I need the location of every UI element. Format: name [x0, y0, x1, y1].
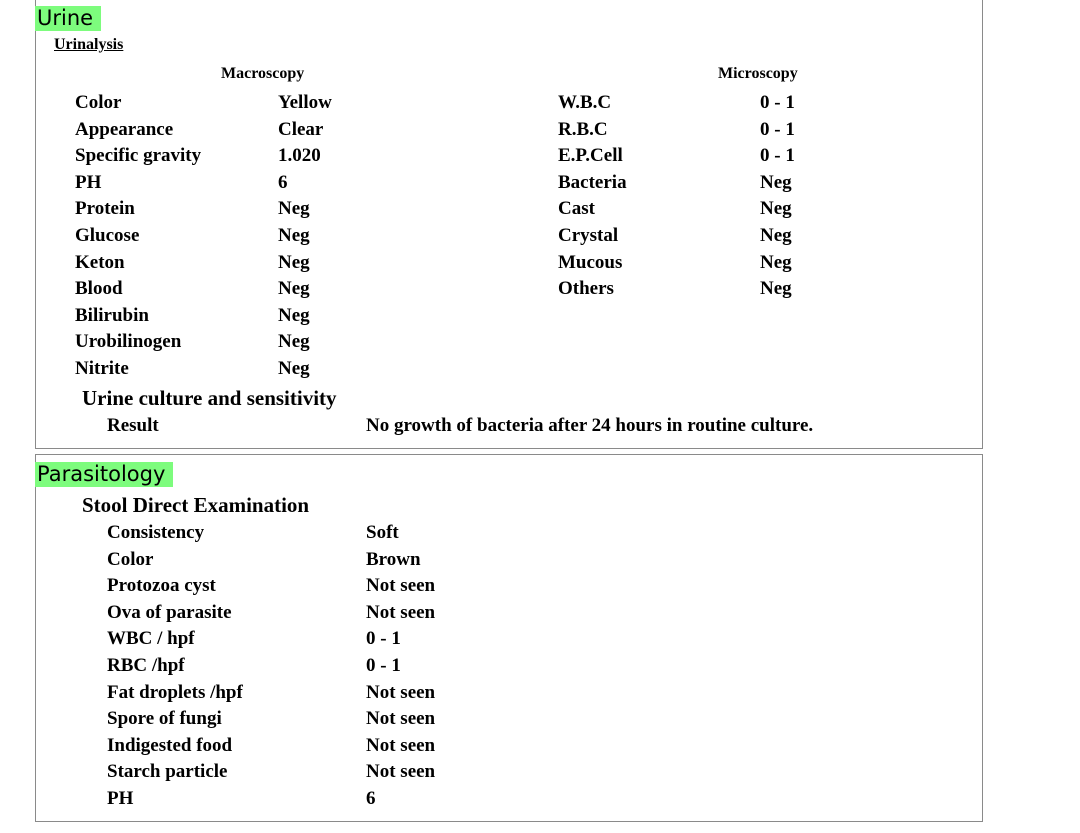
- stool-exam-row-label: Indigested food: [107, 734, 233, 756]
- microscopy-row-value: 0 - 1: [760, 92, 795, 113]
- stool-exam-row-value: 6: [366, 788, 376, 809]
- microscopy-row-value: 0 - 1: [760, 145, 795, 167]
- microscopy-row-value: Neg: [760, 251, 792, 273]
- stool-exam-subtitle: Stool Direct Examination: [82, 493, 310, 517]
- macroscopy-row-value: Clear: [278, 118, 324, 140]
- stool-exam-row-value: Not seen: [366, 708, 436, 730]
- macroscopy-row-value: Neg: [278, 331, 310, 353]
- macroscopy-row-value: Neg: [278, 358, 310, 379]
- macroscopy-row-value: Neg: [278, 198, 310, 220]
- culture-result-label: Result: [107, 415, 159, 436]
- macroscopy-row-value: 6: [278, 171, 288, 193]
- stool-exam-row-label: Color: [107, 548, 154, 570]
- macroscopy-row-label: Blood: [75, 278, 123, 300]
- stool-exam-row-label: RBC /hpf: [107, 655, 185, 676]
- culture-result-value: No growth of bacteria after 24 hours in routine culture.: [366, 415, 814, 436]
- microscopy-row-label: Mucous: [558, 251, 623, 273]
- stool-exam-row-label: PH: [107, 788, 134, 809]
- urine-section: [35, 0, 983, 449]
- macroscopy-row-label: Specific gravity: [75, 145, 202, 167]
- microscopy-row-value: Neg: [760, 171, 792, 193]
- stool-exam-row-label: Fat droplets /hpf: [107, 681, 243, 703]
- urine-culture-title: Urine culture and sensitivity: [82, 386, 337, 410]
- macroscopy-row-label: Protein: [75, 198, 135, 220]
- macroscopy-row-value: Neg: [278, 304, 310, 326]
- stool-exam-row-value: Soft: [366, 522, 399, 543]
- stool-exam-row-value: 0 - 1: [366, 655, 401, 676]
- microscopy-header: Microscopy: [718, 65, 798, 82]
- macroscopy-row-label: Nitrite: [75, 358, 129, 379]
- microscopy-row-value: 0 - 1: [760, 118, 795, 140]
- stool-exam-row-value: Brown: [366, 548, 421, 570]
- macroscopy-row-value: Neg: [278, 251, 310, 273]
- microscopy-row-value: Neg: [760, 198, 792, 220]
- microscopy-row-label: E.P.Cell: [558, 145, 623, 167]
- stool-exam-row-label: Consistency: [107, 522, 205, 543]
- microscopy-row-label: R.B.C: [558, 118, 608, 140]
- microscopy-row-label: Cast: [558, 198, 595, 220]
- stool-exam-row-value: Not seen: [366, 601, 436, 623]
- stool-exam-row-value: Not seen: [366, 734, 436, 756]
- macroscopy-row-value: Neg: [278, 225, 310, 246]
- stool-exam-row-label: Protozoa cyst: [107, 575, 216, 597]
- stool-exam-row-label: Starch particle: [107, 761, 228, 783]
- stool-exam-row-value: Not seen: [366, 681, 436, 703]
- macroscopy-row-label: Urobilinogen: [75, 331, 182, 353]
- microscopy-row-label: Others: [558, 278, 614, 300]
- microscopy-row-label: W.B.C: [558, 92, 612, 113]
- microscopy-row-label: Crystal: [558, 225, 619, 246]
- macroscopy-row-value: 1.020: [278, 145, 321, 167]
- urine-title: Urine: [35, 6, 101, 31]
- stool-exam-row-value: 0 - 1: [366, 628, 401, 650]
- macroscopy-row-label: Bilirubin: [75, 304, 149, 326]
- macroscopy-row-label: Glucose: [75, 225, 140, 246]
- macroscopy-row-value: Yellow: [278, 92, 332, 113]
- microscopy-row-label: Bacteria: [558, 171, 627, 193]
- stool-exam-row-value: Not seen: [366, 575, 436, 597]
- stool-exam-row-value: Not seen: [366, 761, 436, 783]
- microscopy-row-value: Neg: [760, 278, 792, 300]
- macroscopy-row-label: PH: [75, 171, 102, 193]
- urinalysis-subtitle: Urinalysis: [54, 36, 124, 53]
- macroscopy-row-label: Color: [75, 92, 122, 113]
- macroscopy-header: Macroscopy: [221, 65, 305, 82]
- macroscopy-row-label: Appearance: [75, 118, 174, 140]
- stool-exam-row-label: Spore of fungi: [107, 708, 222, 730]
- macroscopy-row-value: Neg: [278, 278, 310, 300]
- stool-exam-row-label: WBC / hpf: [107, 628, 195, 650]
- stool-exam-row-label: Ova of parasite: [107, 601, 232, 623]
- microscopy-row-value: Neg: [760, 225, 792, 246]
- parasitology-title: Parasitology: [35, 462, 173, 487]
- macroscopy-row-label: Keton: [75, 251, 125, 273]
